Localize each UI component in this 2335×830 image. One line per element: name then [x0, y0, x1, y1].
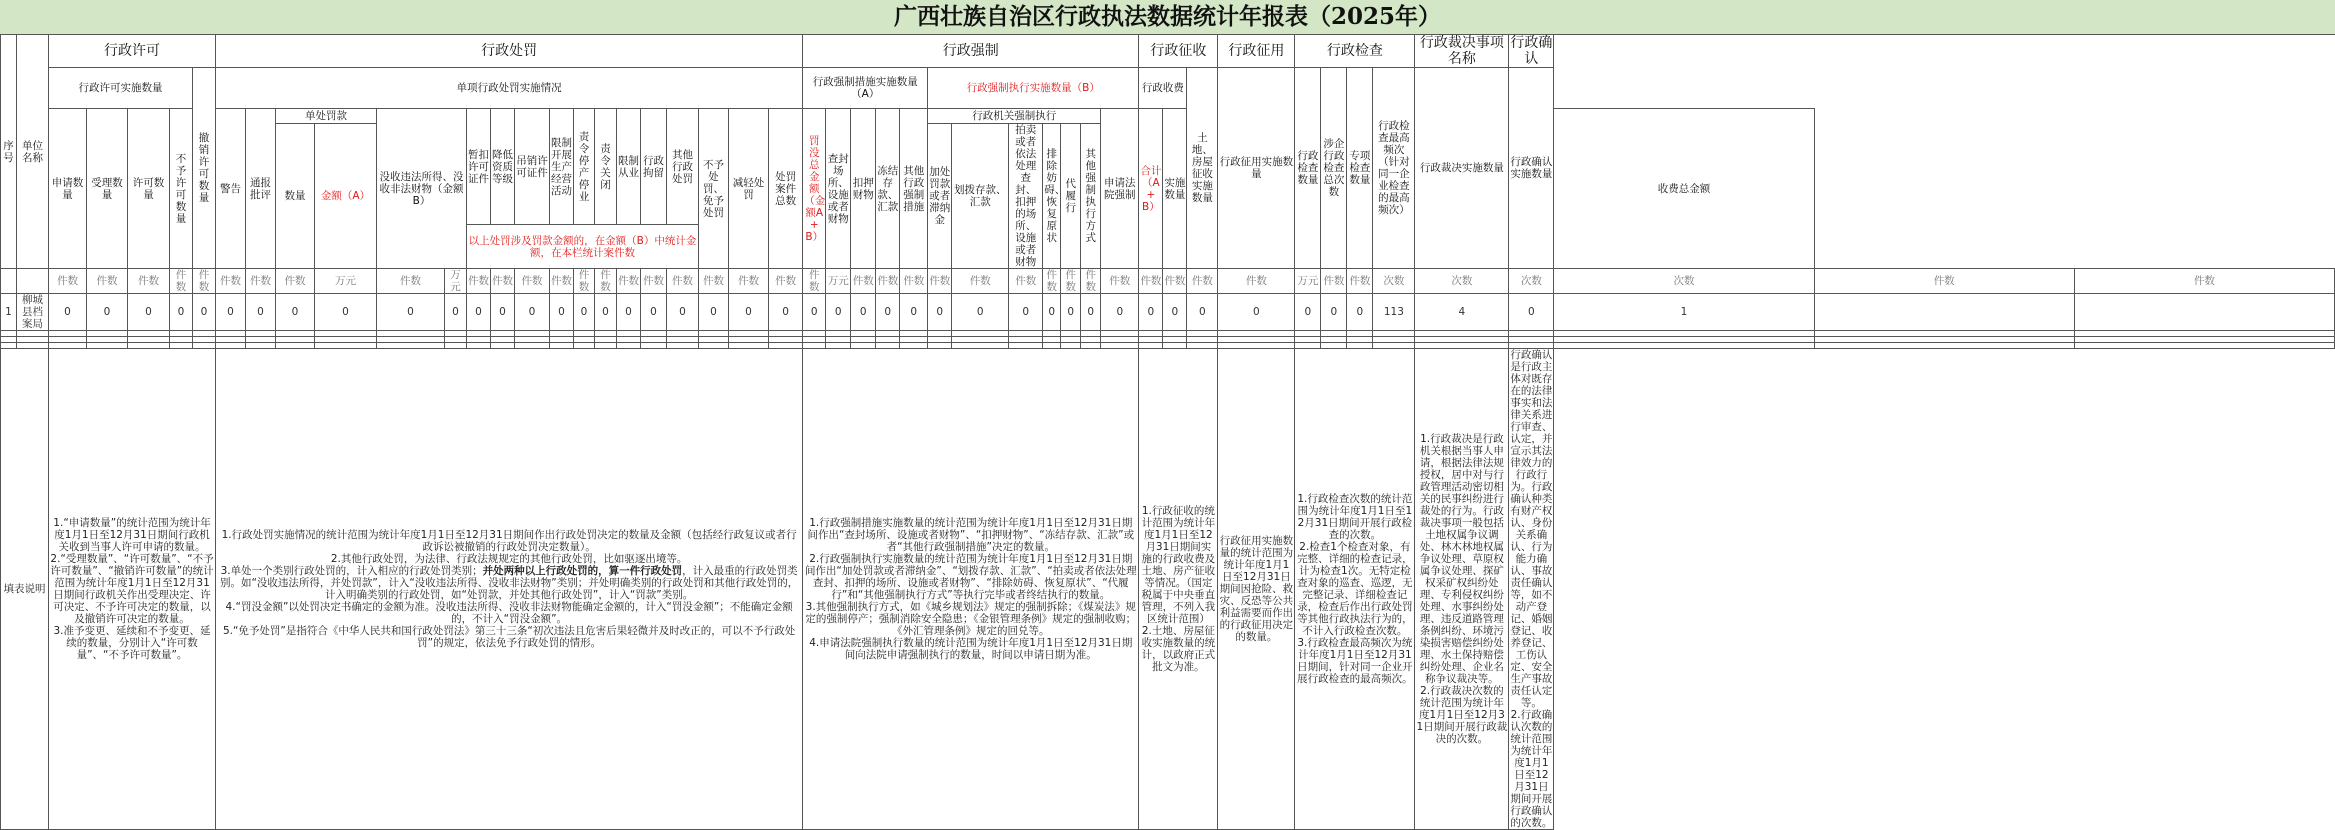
header-fine-num: 数量 — [276, 124, 315, 269]
header-ruling-count: 行政裁决实施数量 — [1415, 68, 1509, 269]
section-admin-penalty: 行政处罚 — [216, 35, 803, 68]
table-cell: 0 — [769, 294, 803, 331]
header-unit: 单位名称 — [17, 35, 49, 269]
header-proxy: 代履行 — [1061, 124, 1081, 269]
header-exec-count: 行政强制执行实施数量（B） — [928, 68, 1139, 109]
table-cell: 0 — [1139, 294, 1163, 331]
table-cell: 0 — [826, 294, 851, 331]
table-cell: 0 — [1187, 294, 1218, 331]
header-confiscation-total: 罚没总金额（金额A+B） — [803, 109, 826, 269]
unit-blank — [17, 269, 49, 294]
unit-cell: 件数 — [641, 269, 667, 294]
header-other-exec: 其他强制执行方式 — [1081, 124, 1101, 269]
table-cell: 0 — [87, 294, 128, 331]
unit-cell: 件数 — [1187, 269, 1218, 294]
header-fee: 行政收费 — [1139, 68, 1187, 109]
unit-cell: 万元 — [445, 269, 467, 294]
section-admin-license: 行政许可 — [49, 35, 216, 68]
section-admin-requisition: 行政征用 — [1218, 35, 1295, 68]
header-qual-lower: 降低资质等级 — [491, 109, 515, 225]
unit-cell: 件数 — [1081, 269, 1101, 294]
unit-cell: 件数 — [851, 269, 876, 294]
note-confirmation: 行政确认是行政主体对既存在的法律事实和法律关系进行审查、认定，并宣示其法律效力的行政行为。行政确认种类有财产权认、身份关系确认、行为能力确认、事故责任确认等，如不动产登记、婚姻登记、收养登记、工伤认定、安全生产事故责任认定等。 2.行政确认次数的统计范围为统计年度1月1日至12月31日期间开展行政确认的次数。 — [1510, 349, 1553, 829]
header-court: 申请法院强制 — [1101, 109, 1139, 269]
table-cell: 0 — [1347, 294, 1373, 331]
unit-cell: 件数 — [1814, 269, 2074, 294]
unit-cell: 次数 — [1415, 269, 1509, 294]
table-cell: 0 — [1321, 294, 1347, 331]
unit-cell: 件数 — [803, 269, 826, 294]
header-license-revoke: 撤销许可数量 — [193, 68, 216, 269]
table-cell: 0 — [170, 294, 193, 331]
empty-cell — [1814, 343, 2074, 349]
unit-cell: 件数 — [1009, 269, 1043, 294]
table-cell: 0 — [128, 294, 170, 331]
header-other-penalty: 其他行政处罚 — [667, 109, 699, 225]
table-cell: 0 — [377, 294, 445, 331]
unit-blank — [1, 269, 17, 294]
unit-cell: 件数 — [928, 269, 952, 294]
table-cell: 0 — [1509, 294, 1554, 331]
header-penalty-fee: 加处罚款或者滞纳金 — [928, 124, 952, 269]
section-admin-inspection: 行政检查 — [1295, 35, 1415, 68]
unit-cell: 件数 — [1347, 269, 1373, 294]
table-cell: 0 — [1295, 294, 1321, 331]
unit-cell: 件数 — [87, 269, 128, 294]
empty-cell — [2074, 343, 2334, 349]
unit-cell: 件数 — [2074, 269, 2334, 294]
table-cell: 0 — [803, 294, 826, 331]
note-inspection: 1.行政检查次数的统计范围为统计年度1月1日至12月31日期间开展行政检查的次数。 2.检查1个检查对象，有完整、详细的检查记录，计为检查1次。无特定检查对象的巡查、巡逻，无完整记录、详细检查记录，检查后作出行政处罚等其他行政执法行为的，不计入行政检查次数。 3.行政检查最高频次为统计年度1月1日至12月31日期间，针对同一企业开展行政检查的最高频次。 — [1295, 349, 1415, 830]
header-requisition-count: 行政征用实施数量 — [1218, 68, 1295, 269]
table-cell: 0 — [246, 294, 276, 331]
notes-row — [1, 349, 2335, 830]
note-license: 1.“申请数量”的统计范围为统计年度1月1日至12月31日期间行政机关收到当事人许可申请的数量。 2.“受理数量”、“许可数量”、“不予许可数量”、“撤销许可数量”的统计范围为统计年度1月1日至12月31日期间行政机关作出受理决定、许可决定、不予许可决定的数量，以及撤销许可决定的数量。 3.准予变更、延续和不予变更、延续的数量，分别计入“许可数量”、“不予许可数量”。 — [49, 349, 216, 830]
table-row — [1, 294, 2335, 331]
unit-cell: 件数 — [1163, 269, 1187, 294]
header-grant: 许可数量 — [128, 109, 170, 269]
notes-label: 填表说明 — [1, 349, 49, 830]
unit-cell: 件数 — [550, 269, 574, 294]
unit-cell: 万元 — [826, 269, 851, 294]
header-fee-amount: 收费总金额 — [1554, 109, 1814, 269]
table-cell: 0 — [1163, 294, 1187, 331]
table-cell — [2074, 294, 2334, 331]
report-title: 广西壮族自治区行政执法数据统计年报表（2025年） — [0, 0, 2335, 35]
header-fee-impl: 实施数量 — [1163, 109, 1187, 269]
unit-cell: 件数 — [667, 269, 699, 294]
unit-cell: 件数 — [276, 269, 315, 294]
table-cell: 0 — [445, 294, 467, 331]
unit-cell: 件数 — [216, 269, 246, 294]
table-cell: 0 — [49, 294, 87, 331]
unit-cell: 件数 — [467, 269, 491, 294]
table-cell: 0 — [729, 294, 769, 331]
header-remove: 排除妨碍、恢复原状 — [1043, 124, 1061, 269]
section-admin-confirmation: 行政确认 — [1510, 35, 1553, 67]
section-admin-enforcement: 行政强制 — [803, 35, 1139, 68]
empty-cell — [1554, 343, 1814, 349]
header-special-inspection: 专项检查数量 — [1347, 68, 1373, 269]
row-unit-name: 柳城县档案局 — [17, 294, 49, 331]
header-enforce-total: 合计（A+B） — [1139, 109, 1163, 269]
unit-cell: 件数 — [193, 269, 216, 294]
unit-cell: 件数 — [574, 269, 595, 294]
header-fine-amount: 金额（A） — [315, 124, 377, 269]
table-cell: 0 — [595, 294, 617, 331]
header-stop-prod: 责令停产停业 — [574, 109, 595, 225]
table-cell: 0 — [467, 294, 491, 331]
table-cell: 0 — [900, 294, 928, 331]
header-other-measure: 其他行政强制措施 — [900, 109, 928, 269]
table-cell: 0 — [491, 294, 515, 331]
table-cell: 0 — [216, 294, 246, 331]
header-confirmation-count: 行政确认实施数量 — [1509, 68, 1554, 269]
note-requisition: 行政征用实施数量的统计范围为统计年度1月1日至12月31日期间因抢险、救灾、反恐等公共利益需要而作出的行政征用决定的数量。 — [1218, 349, 1295, 830]
table-cell — [1814, 294, 2074, 331]
unit-cell: 次数 — [1373, 269, 1415, 294]
table-cell: 1 — [1554, 294, 1814, 331]
header-case-total: 处罚案件总数 — [769, 109, 803, 269]
unit-cell: 件数 — [876, 269, 900, 294]
header-freeze: 冻结存款、汇款 — [876, 109, 900, 269]
header-confiscate: 没收违法所得、没收非法财物（金额B） — [377, 109, 467, 269]
table-cell: 0 — [193, 294, 216, 331]
header-detain: 行政拘留 — [641, 109, 667, 225]
header-land-levy: 土地、房屋征收实施数量 — [1187, 68, 1218, 269]
unit-cell: 次数 — [1554, 269, 1814, 294]
table-cell: 0 — [851, 294, 876, 331]
section-admin-levy: 行政征收 — [1139, 35, 1218, 68]
table-cell: 0 — [667, 294, 699, 331]
note-enforcement: 1.行政强制措施实施数量的统计范围为统计年度1月1日至12月31日期间作出“查封场所、设施或者财物”、“扣押财物”、“冻结存款、汇款”或者“其他行政强制措施”决定的数量。 2.行政强制执行实施数量的统计范围为统计年度1月1日至12月31日期间作出“加处罚款或者滞纳金”、“划拨存款、汇款”、“拍卖或者依法处理查封、扣押的场所、设施或者财物”、“排除妨碍、恢复原状”、“代履行”和“其他强制执行方式”等执行完毕或者终结执行的数量。 3.其他强制执行方式，如《城乡规划法》规定的强制拆除；《煤炭法》规定的强制停产；强制消除安全隐患；《金银管理条例》规定的强制收购；《外汇管理条例》规定的回兑等。 4.申请法院强制执行数量的统计范围为统计年度1月1日至12月31日期间向法院申请强制执行的数量，时间以申请日期为准。 — [803, 349, 1139, 830]
unit-cell: 件数 — [769, 269, 803, 294]
table-cell: 0 — [1061, 294, 1081, 331]
unit-cell: 件数 — [1043, 269, 1061, 294]
header-max-frequency: 行政检查最高频次（针对同一企业检查的最高频次） — [1373, 68, 1415, 269]
table-cell: 0 — [515, 294, 550, 331]
table-cell: 0 — [1043, 294, 1061, 331]
table-cell: 0 — [1009, 294, 1043, 331]
table-cell: 0 — [315, 294, 377, 331]
unit-cell: 件数 — [1139, 269, 1163, 294]
unit-cell: 万元 — [315, 269, 377, 294]
table-cell: 4 — [1415, 294, 1509, 331]
table-cell: 0 — [276, 294, 315, 331]
header-single-penalty: 单项行政处罚实施情况 — [216, 68, 803, 109]
unit-cell: 件数 — [729, 269, 769, 294]
header-measure-count: 行政强制措施实施数量（A） — [803, 68, 928, 109]
header-cert-revoke: 吊销许可证件 — [515, 109, 550, 225]
header-apply: 申请数量 — [49, 109, 87, 269]
section-admin-ruling: 行政裁决事项名称 — [1415, 35, 1509, 68]
header-auction: 拍卖或者依法处理查封、扣押的场所、设施或者财物 — [1009, 124, 1043, 269]
header-seize: 扣押财物 — [851, 109, 876, 269]
unit-cell: 件数 — [699, 269, 729, 294]
table-cell: 0 — [699, 294, 729, 331]
header-accept: 受理数量 — [87, 109, 128, 269]
unit-cell: 件数 — [491, 269, 515, 294]
header-cert-suspend: 暂扣许可证件 — [467, 109, 491, 225]
unit-cell: 件数 — [246, 269, 276, 294]
unit-cell: 件数 — [377, 269, 445, 294]
table-cell: 0 — [1081, 294, 1101, 331]
header-warn: 警告 — [216, 109, 246, 269]
header-license-count: 行政许可实施数量 — [49, 68, 193, 109]
table-cell: 113 — [1373, 294, 1415, 331]
header-organ-exec: 行政机关强制执行 — [928, 109, 1101, 124]
unit-cell: 件数 — [900, 269, 928, 294]
table-cell: 0 — [641, 294, 667, 331]
header-deny: 不予许可数量 — [170, 109, 193, 269]
note-levy: 1.行政征收的统计范围为统计年度1月1日至12月31日期间实施的行政收费及土地、房产征收等情况。（国定税属于中央垂直管理，不列入我区统计范围） 2.土地、房屋征收实施数量的统计，以政府正式批文为准。 — [1139, 349, 1218, 830]
statistics-table — [0, 34, 2335, 830]
unit-row — [1, 269, 2335, 294]
unit-cell: 件数 — [595, 269, 617, 294]
table-cell: 0 — [1101, 294, 1139, 331]
unit-cell: 件数 — [952, 269, 1009, 294]
unit-cell: 件数 — [1218, 269, 1295, 294]
unit-cell: 件数 — [515, 269, 550, 294]
unit-cell: 万元 — [1295, 269, 1321, 294]
note-penalty: 1.行政处罚实施情况的统计范围为统计年度1月1日至12月31日期间作出行政处罚决定的数量及金额（包括经行政复议或者行政诉讼被撤销的行政处罚决定数量）。 2.其他行政处罚，为法律、行政法规规定的其他行政处罚，比如驱逐出境等。 3.单处一个类别行政处罚的，计入相应的行政处罚类别；并处两种以上行政处罚的，算一件行政处罚，计入最重的行政处罚类别。如“没收违法所得，并处罚款”，计入“没收违法所得、没收非法财物”类别；并处明确类别的行政处罚和其他行政处罚的，计入明确类别的行政处罚，如“处罚款，并处其他行政处罚”，计入“罚款”类别。 4.“罚没金额”以处罚决定书确定的金额为准。没收违法所得、没收非法财物能确定金额的，计入“罚没金额”；不能确定金额的，不计入“罚没金额”。 5.“免予处罚”是指符合《中华人民共和国行政处罚法》第三十三条“初次违法且危害后果轻微并及时改正的，可以不予行政处罚”的规定，依法免予行政处罚的情形。 — [216, 349, 803, 830]
header-limit-emp: 限制从业 — [617, 109, 641, 225]
unit-cell: 件数 — [1101, 269, 1139, 294]
unit-cell: 件数 — [1061, 269, 1081, 294]
header-limit-prod: 限制开展生产经营活动 — [550, 109, 574, 225]
unit-cell: 件数 — [49, 269, 87, 294]
unit-cell: 次数 — [1509, 269, 1554, 294]
note-ruling: 1.行政裁决是行政机关根据当事人申请，根据法律法规授权，居中对与行政管理活动密切相关的民事纠纷进行裁处的行为。行政裁决事项一般包括土地权属争议调处、林木林地权属争议处理、草原权属争议处理、探矿权采矿权纠纷处理、专利侵权纠纷处理、水事纠纷处理、违反道路管理条例纠纷、环境污染损害赔偿纠纷处理、水土保持赔偿纠纷处理、企业名称争议裁决等。 2.行政裁决次数的统计范围为统计年度1月1日至12月31日期间开展行政裁决的次数。 — [1415, 349, 1509, 830]
header-seq: 序号 — [1, 35, 17, 269]
table-cell: 0 — [952, 294, 1009, 331]
unit-cell: 件数 — [617, 269, 641, 294]
row-seq: 1 — [1, 294, 17, 331]
header-seal: 查封场所、设施或者财物 — [826, 109, 851, 269]
table-cell: 0 — [928, 294, 952, 331]
table-cell: 0 — [876, 294, 900, 331]
table-cell: 0 — [574, 294, 595, 331]
header-no-penalty: 不予处罚、免予处罚 — [699, 109, 729, 269]
unit-cell: 件数 — [1321, 269, 1347, 294]
unit-cell: 件数 — [128, 269, 170, 294]
header-red-note: 以上处罚涉及罚款金额的，在金额（B）中统计金额，在本栏统计案件数 — [467, 225, 699, 269]
header-notice: 通报批评 — [246, 109, 276, 269]
header-fine: 单处罚款 — [276, 109, 377, 124]
header-transfer: 划拨存款、汇款 — [952, 124, 1009, 269]
header-lighter: 减轻处罚 — [729, 109, 769, 269]
unit-cell: 件数 — [170, 269, 193, 294]
header-close: 责令关闭 — [595, 109, 617, 225]
table-cell: 0 — [617, 294, 641, 331]
header-inspection-count: 行政检查数量 — [1295, 68, 1321, 269]
header-enterprise-inspection: 涉企行政检查总次数 — [1321, 68, 1347, 269]
table-cell: 0 — [550, 294, 574, 331]
table-cell: 0 — [1218, 294, 1295, 331]
